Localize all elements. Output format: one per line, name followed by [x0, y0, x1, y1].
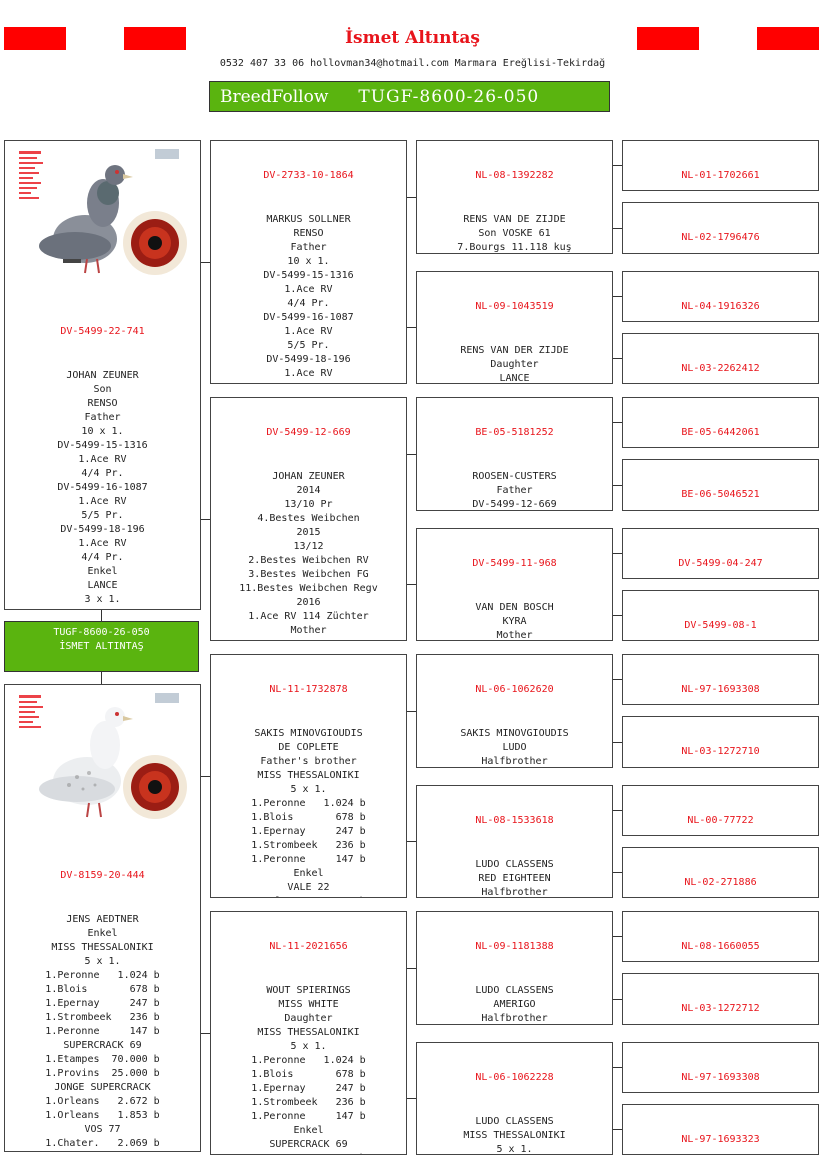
- detail-line: 5/5 Pr.: [81, 510, 124, 521]
- detail-line: JOHAN ZEUNER: [66, 370, 139, 381]
- detail-line: 2016: [296, 597, 321, 608]
- detail-line: RENS VAN DE ZIJDE: [463, 214, 566, 225]
- gen4-card-14: [622, 973, 819, 1025]
- detail-line: [211, 895, 406, 898]
- detail-line: Enkel: [293, 868, 324, 879]
- gen3-card-2: [416, 271, 613, 384]
- detail-line: SUPERCRACK 69: [269, 1139, 348, 1150]
- detail-line: MISS THESSALONIKI: [463, 1130, 566, 1141]
- detail-line: MARKUS SOLLNER: [266, 214, 351, 225]
- gen4-card-8: [622, 590, 819, 641]
- detail-line: 13/12: [293, 541, 324, 552]
- gen3-details-8: [417, 1113, 612, 1155]
- gen4-ring-11: NL-00-77722: [687, 815, 754, 826]
- detail-line: 1.Ace RV: [284, 284, 333, 295]
- detail-line: Father: [84, 412, 121, 423]
- detail-line: [211, 381, 406, 384]
- detail-line: 1.Strombeek 236 b: [45, 1012, 160, 1023]
- detail-line: [211, 638, 406, 641]
- detail-line: Enkel: [87, 928, 118, 939]
- detail-line: 1.Ace RV: [78, 454, 127, 465]
- banner-ring: TUGF-8600-26-050: [358, 86, 540, 107]
- detail-line: DV-5499-18-196: [266, 354, 351, 365]
- detail-line: DV-5499-15-1316: [263, 270, 354, 281]
- detail-line: DE COPLETE: [278, 742, 339, 753]
- detail-line: 1.Peronne 1.024 b: [251, 798, 366, 809]
- detail-line: Mother: [290, 625, 327, 636]
- gen2-ring-4: NL-11-2021656: [269, 941, 348, 952]
- detail-line: [5, 607, 200, 610]
- gen4-ring-7: DV-5499-04-247: [678, 558, 763, 569]
- detail-line: Daughter: [490, 359, 539, 370]
- detail-line: VALE 22: [287, 882, 330, 893]
- gen3-card-4: [416, 528, 613, 641]
- detail-line: 3 x 1.: [84, 594, 121, 605]
- detail-line: 7.Bourgs 11.118 kuş: [457, 242, 572, 253]
- detail-line: LUDO: [502, 742, 527, 753]
- detail-line: 1.Epernay 247 b: [251, 1083, 366, 1094]
- gen3-ring-1: NL-08-1392282: [475, 170, 554, 181]
- detail-line: 1.Peronne 147 b: [45, 1026, 160, 1037]
- detail-line: [5, 1151, 200, 1152]
- detail-line: LUDO CLASSENS: [475, 1116, 554, 1127]
- page-title: İsmet Altıntaş: [345, 28, 480, 48]
- detail-line: Son: [93, 384, 112, 395]
- gen2-details-3: [211, 725, 406, 898]
- gen4-card-15: [622, 1042, 819, 1093]
- detail-line: LUDO CLASSENS: [475, 859, 554, 870]
- detail-line: MISS THESSALONIKI: [51, 942, 154, 953]
- gen4-ring-1: NL-01-1702661: [681, 170, 760, 181]
- detail-line: MISS THESSALONIKI: [257, 770, 360, 781]
- father-details: [5, 367, 200, 610]
- detail-line: Father's brother: [260, 756, 357, 767]
- gen4-ring-15: NL-97-1693308: [681, 1072, 760, 1083]
- gen4-ring-4: NL-03-2262412: [681, 363, 760, 374]
- gen3-ring-6: NL-08-1533618: [475, 815, 554, 826]
- detail-line: WOUT SPIERINGS: [266, 985, 351, 996]
- detail-line: 4/4 Pr.: [81, 468, 124, 479]
- detail-line: 1.Etampes 70.000 b: [45, 1054, 160, 1065]
- gen3-card-7: [416, 911, 613, 1025]
- gen4-card-11: [622, 785, 819, 836]
- gen4-card-9: [622, 654, 819, 705]
- detail-line: 5 x 1.: [290, 784, 327, 795]
- detail-line: Enkel: [293, 1125, 324, 1136]
- detail-line: VAN DEN BOSCH: [475, 602, 554, 613]
- gen3-ring-2: NL-09-1043519: [475, 301, 554, 312]
- detail-line: 5 x 1.: [290, 1041, 327, 1052]
- detail-line: 1.Orleans 2.672 b: [45, 1096, 160, 1107]
- detail-line: 1.Epernay 247 b: [45, 998, 160, 1009]
- detail-line: ROOSEN-CUSTERS: [472, 471, 557, 482]
- detail-line: SAKIS MINOVGIOUDIS: [254, 728, 363, 739]
- detail-line: 5/5 Pr.: [287, 340, 330, 351]
- detail-line: DV-5499-18-196: [60, 524, 145, 535]
- gen4-card-3: [622, 271, 819, 322]
- gen3-details-2: [417, 342, 612, 384]
- detail-line: RENS VAN DER ZIJDE: [460, 345, 569, 356]
- gen4-card-1: [622, 140, 819, 191]
- detail-line: JENS AEDTNER: [66, 914, 139, 925]
- detail-line: 1.Ace RV 114 Züchter: [248, 611, 369, 622]
- detail-line: 1.Provins 25.000 b: [45, 1068, 160, 1079]
- detail-line: 4.Bestes Weibchen: [257, 513, 360, 524]
- gen3-details-3: [417, 468, 612, 511]
- detail-line: 2014: [296, 485, 321, 496]
- gen4-ring-8: DV-5499-08-1: [684, 620, 757, 631]
- detail-line: 1.Orleans 1.853 b: [45, 1110, 160, 1121]
- gen4-card-12: [622, 847, 819, 898]
- gen4-ring-2: NL-02-1796476: [681, 232, 760, 243]
- gen3-card-3: [416, 397, 613, 511]
- detail-line: Daughter: [284, 1013, 333, 1024]
- gen3-card-5: [416, 654, 613, 768]
- detail-line: [211, 1152, 406, 1155]
- subject-card: [4, 621, 199, 672]
- detail-line: 2.Bestes Weibchen RV: [248, 555, 369, 566]
- detail-line: Halfbrother: [481, 1013, 548, 1024]
- gen4-card-13: [622, 911, 819, 962]
- gen4-ring-13: NL-08-1660055: [681, 941, 760, 952]
- gen3-ring-7: NL-09-1181388: [475, 941, 554, 952]
- detail-line: Halfbrother: [481, 887, 548, 898]
- detail-line: SUPERCRACK 69: [63, 1040, 142, 1051]
- detail-line: JOHAN ZEUNER: [272, 471, 345, 482]
- detail-line: Son VOSKE 61: [478, 228, 551, 239]
- detail-line: 1.Peronne 1.024 b: [45, 970, 160, 981]
- gen3-details-4: [417, 599, 612, 641]
- detail-line: DV-5499-15-1316: [57, 440, 148, 451]
- gen2-details-2: [211, 468, 406, 641]
- detail-line: 2015: [296, 527, 321, 538]
- detail-line: Halfbrother: [481, 756, 548, 767]
- detail-line: LUDO CLASSENS: [475, 985, 554, 996]
- gen3-card-1: [416, 140, 613, 254]
- mother-ring: DV-8159-20-444: [60, 870, 145, 881]
- detail-line: Father: [496, 485, 533, 496]
- breedfollow-banner: [209, 81, 610, 112]
- detail-line: RED EIGHTEEN: [478, 873, 551, 884]
- detail-line: 13/10 Pr: [284, 499, 333, 510]
- gen4-ring-3: NL-04-1916326: [681, 301, 760, 312]
- gen2-card-1: [210, 140, 407, 384]
- father-ring: DV-5499-22-741: [60, 326, 145, 337]
- detail-line: 1.Peronne 1.024 b: [251, 1055, 366, 1066]
- detail-line: 10 x 1.: [81, 426, 124, 437]
- detail-line: 1.Ace RV: [78, 496, 127, 507]
- father-pigeon-photo: [5, 141, 198, 279]
- gen2-card-2: [210, 397, 407, 641]
- detail-line: LANCE: [87, 580, 118, 591]
- gen4-card-5: [622, 397, 819, 448]
- gen4-ring-5: BE-05-6442061: [681, 427, 760, 438]
- detail-line: 4/4 Pr.: [81, 552, 124, 563]
- detail-line: 1.Epernay 247 b: [251, 826, 366, 837]
- detail-line: 1.Ace RV: [78, 538, 127, 549]
- detail-line: AMERIGO: [493, 999, 536, 1010]
- detail-line: 1.Chater. 2.069 b: [45, 1138, 160, 1149]
- gen4-card-4: [622, 333, 819, 384]
- detail-line: 1.Blois 678 b: [251, 812, 366, 823]
- gen3-details-7: [417, 982, 612, 1025]
- detail-line: 4/4 Pr.: [287, 298, 330, 309]
- detail-line: Father: [290, 242, 327, 253]
- gen3-card-6: [416, 785, 613, 898]
- gen2-ring-3: NL-11-1732878: [269, 684, 348, 695]
- detail-line: KYRA: [502, 616, 527, 627]
- gen3-ring-4: DV-5499-11-968: [472, 558, 557, 569]
- gen4-ring-9: NL-97-1693308: [681, 684, 760, 695]
- gen2-details-4: [211, 982, 406, 1155]
- detail-line: 1.Ace RV: [284, 326, 333, 337]
- detail-line: Mother: [496, 630, 533, 641]
- subject-ring: TUGF-8600-26-050: [53, 627, 150, 638]
- detail-line: 1.Strombeek 236 b: [251, 840, 366, 851]
- detail-line: DV-5499-16-1087: [263, 312, 354, 323]
- gen3-card-8: [416, 1042, 613, 1155]
- subject-owner: İSMET ALTINTAŞ: [59, 641, 144, 652]
- gen3-ring-5: NL-06-1062620: [475, 684, 554, 695]
- mother-card: [4, 684, 201, 1152]
- detail-line: 1.Blois 678 b: [251, 1069, 366, 1080]
- gen4-ring-6: BE-06-5046521: [681, 489, 760, 500]
- gen4-card-2: [622, 202, 819, 254]
- contact-line: 0532 407 33 06 hollovman34@hotmail.com Marmara Ereğlisi-Tekirdağ: [219, 58, 606, 69]
- gen3-ring-3: BE-05-5181252: [475, 427, 554, 438]
- gen4-ring-14: NL-03-1272712: [681, 1003, 760, 1014]
- gen4-card-16: [622, 1104, 819, 1155]
- gen2-ring-2: DV-5499-12-669: [266, 427, 351, 438]
- gen4-card-10: [622, 716, 819, 768]
- gen2-details-1: [211, 211, 406, 384]
- detail-line: 1.Strombeek 236 b: [251, 1097, 366, 1108]
- detail-line: 1.Peronne 147 b: [251, 854, 366, 865]
- mother-pigeon-photo: [5, 685, 198, 823]
- detail-line: MISS WHITE: [278, 999, 339, 1010]
- gen4-ring-10: NL-03-1272710: [681, 746, 760, 757]
- detail-line: 5 x 1.: [84, 956, 121, 967]
- gen4-card-6: [622, 459, 819, 511]
- gen4-ring-16: NL-97-1693323: [681, 1134, 760, 1145]
- detail-line: 5 x 1.: [496, 1144, 533, 1155]
- detail-line: 1.Ace RV: [284, 368, 333, 379]
- gen2-card-3: [210, 654, 407, 898]
- gen3-details-6: [417, 856, 612, 898]
- detail-line: Enkel: [87, 566, 118, 577]
- detail-line: JONGE SUPERCRACK: [54, 1082, 151, 1093]
- detail-line: RENSO: [293, 228, 324, 239]
- gen4-ring-12: NL-02-271886: [684, 877, 757, 888]
- gen3-details-5: [417, 725, 612, 768]
- gen2-ring-1: DV-2733-10-1864: [263, 170, 354, 181]
- father-card: [4, 140, 201, 610]
- detail-line: DV-5499-16-1087: [57, 482, 148, 493]
- gen4-card-7: [622, 528, 819, 579]
- detail-line: 1.Blois 678 b: [45, 984, 160, 995]
- brand-label: BreedFollow: [220, 86, 329, 107]
- detail-line: DV-5499-12-669: [472, 499, 557, 510]
- detail-line: RENSO: [87, 398, 118, 409]
- gen3-details-1: [417, 211, 612, 254]
- gen2-card-4: [210, 911, 407, 1155]
- detail-line: 3.Bestes Weibchen FG: [248, 569, 369, 580]
- detail-line: 11.Bestes Weibchen Regv: [239, 583, 378, 594]
- mother-details: [5, 911, 200, 1152]
- detail-line: LANCE: [499, 373, 530, 384]
- detail-line: 1.Peronne 147 b: [251, 1111, 366, 1122]
- detail-line: 10 x 1.: [287, 256, 330, 267]
- detail-line: VOS 77: [84, 1124, 121, 1135]
- gen3-ring-8: NL-06-1062228: [475, 1072, 554, 1083]
- detail-line: SAKIS MINOVGIOUDIS: [460, 728, 569, 739]
- detail-line: MISS THESSALONIKI: [257, 1027, 360, 1038]
